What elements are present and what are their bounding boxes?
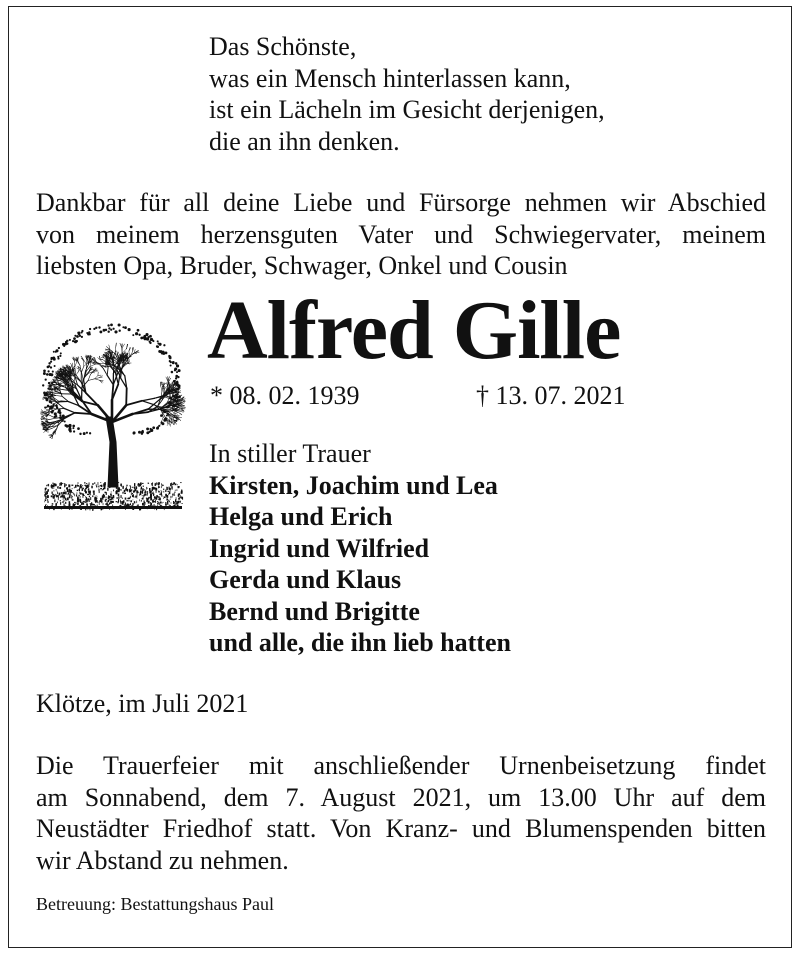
poem-line: Das Schönste, [209,32,357,61]
mourners-block [209,438,511,659]
intro-line: Dankbar für all deine Liebe und Fürsorge nehmen wir Abschied [36,188,766,217]
intro-line: liebsten Opa, Bruder, Schwager, Onkel und Cousin [36,251,568,280]
poem-line: was ein Mensch hinterlassen kann, [209,63,571,93]
intro-text [36,187,766,282]
tree-icon [40,322,186,512]
mourner-name: Ingrid und Wilfried [209,533,430,563]
service-line: Die Trauerfeier mit anschließender Urnenbeisetzung findet [36,751,766,780]
mourner-name: Gerda und Klaus [209,565,402,594]
mourner-name: Bernd und Brigitte [209,596,420,626]
mourners-heading: In stiller Trauer [209,439,371,468]
poem-line: die an ihn denken. [209,126,400,156]
poem [209,31,605,157]
service-line: wir Abstand zu nehmen. [36,845,289,875]
birth-date: * 08. 02. 1939 [210,381,360,410]
funeral-home: Betreuung: Bestattungshaus Paul [36,894,274,914]
deceased-name: Alfred Gille [207,284,621,377]
mourner-name: Helga und Erich [209,502,393,531]
service-text [36,750,766,876]
service-line: am Sonnabend, dem 7. August 2021, um 13.00 Uhr auf dem [36,782,766,812]
poem-line: ist ein Lächeln im Gesicht derjenigen, [209,95,605,124]
intro-line: von meinem herzensguten Vater und Schwiegervater, meinem [36,219,766,249]
mourner-name: und alle, die ihn lieb hatten [209,628,511,657]
death-date: † 13. 07. 2021 [476,381,626,410]
place-date: Klötze, im Juli 2021 [36,689,249,718]
mourner-name: Kirsten, Joachim und Lea [209,470,498,500]
service-line: Neustädter Friedhof statt. Von Kranz- und Blumenspenden bitten [36,814,766,843]
